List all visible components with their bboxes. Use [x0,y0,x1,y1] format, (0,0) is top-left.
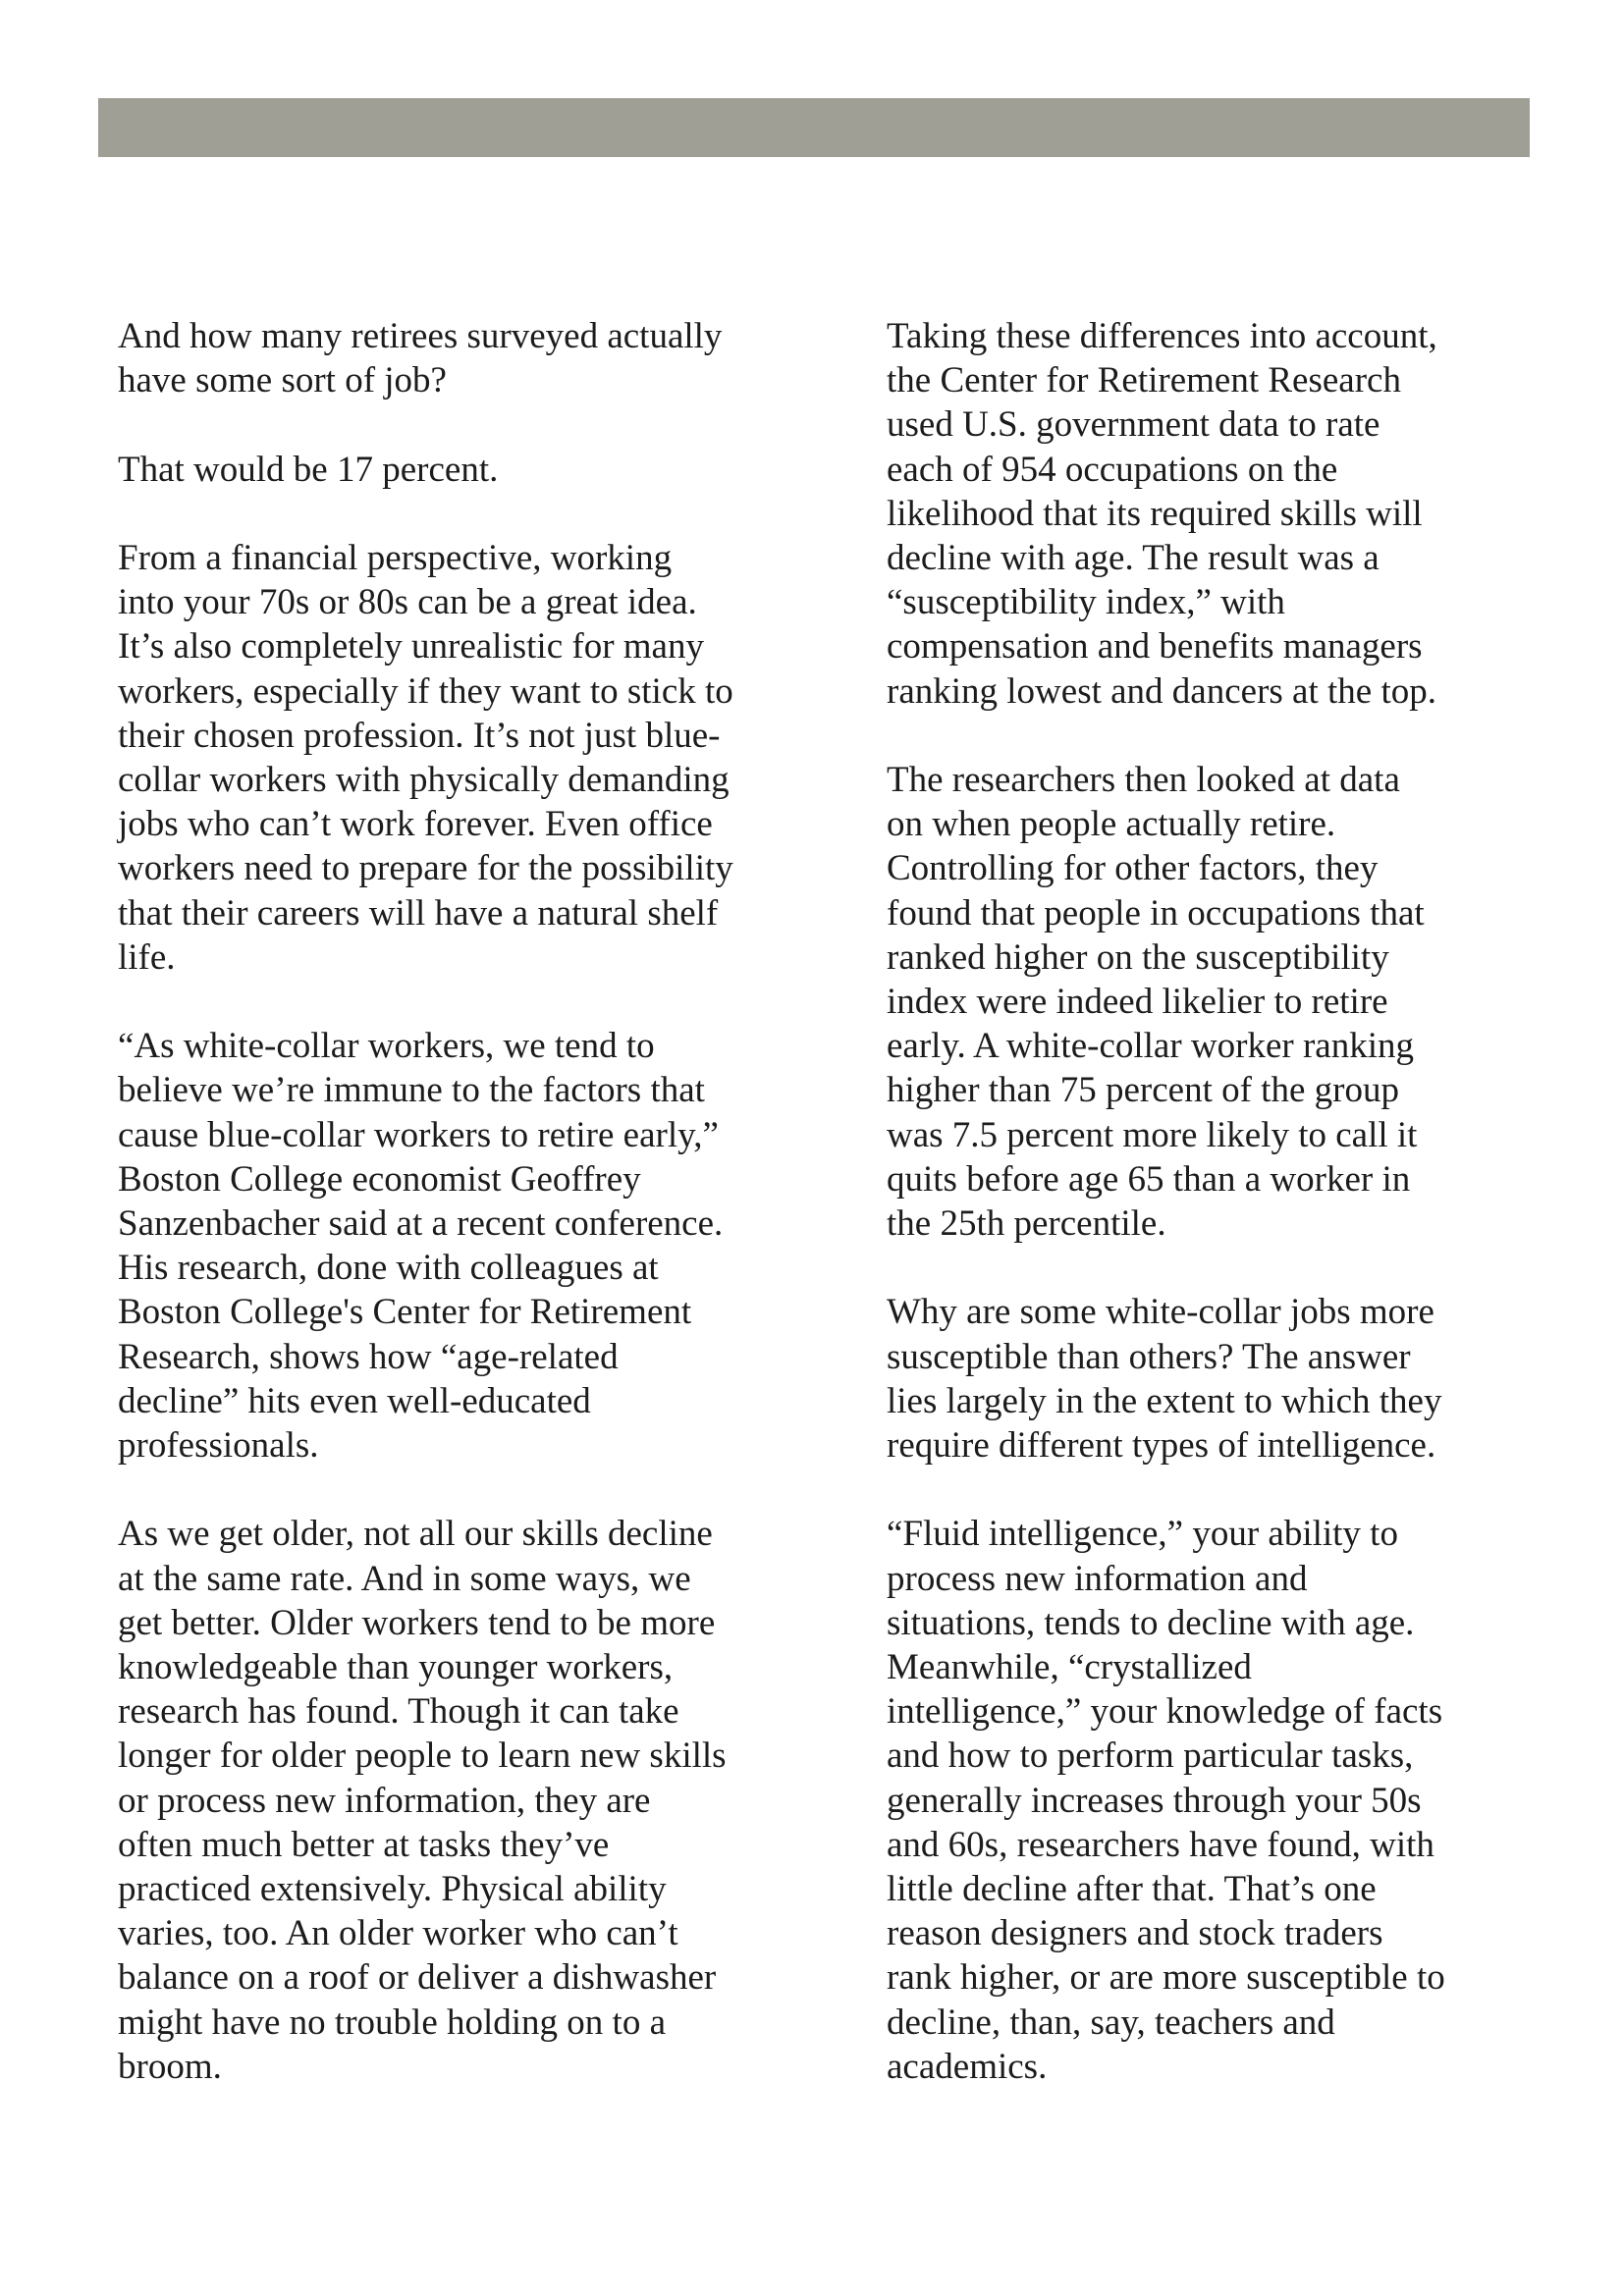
paragraph: The researchers then looked at data on when people actually retire. Controlling for other factors, they found that people in occupations that ranked higher on the susceptibility index were indeed likelier to retire early. A white-collar worker ranking higher than 75 percent of the group was 7.5 percent more likely to call it quits before age 65 than a worker in the 25th percentile. [887,760,1425,1245]
paragraph: From a financial perspective, working into your 70s or 80s can be a great idea. It’s also completely unrealistic for many workers, especially if they want to stick to their chosen profession. It’s not just blue- collar workers with physically demanding jobs who can’t work forever. Even office workers need to prepare for the possibility that their careers will have a natural shelf life. [118,537,733,978]
paragraph: Why are some white-collar jobs more susceptible than others? The answer lies largely in the extent to which they require different types of intelligence. [887,1292,1442,1467]
paragraph: “Fluid intelligence,” your ability to process new information and situations, tends to decline with age. Meanwhile, “crystallized intelligence,” your knowledge of facts and how to perform particular tasks, generally increases through your 50s and 60s, researchers have found, with little decline after that. That’s one reason designers and stock traders rank higher, or are more susceptible to decline, than, say, teachers and academics. [887,1514,1445,2087]
paragraph: As we get older, not all our skills decline at the same rate. And in some ways, we get better. Older workers tend to be more knowledgeable than younger workers, research has found. Though it can take longer for older people to learn new skills or process new information, they are often much better at tasks they’ve practiced extensively. Physical ability varies, too. An older worker who can’t balance on a roof or deliver a dishwasher might have no trouble holding on to a broom. [118,1514,727,2087]
paragraph: And how many retirees surveyed actually have some sort of job? [118,316,723,401]
right-text-column [887,314,1525,2089]
paragraph: Taking these differences into account, the Center for Retirement Research used U.S. government data to rate each of 954 occupations on the likelihood that its required skills will decline with age. The result was a “susceptibility index,” with compensation and benefits managers ranking lowest and dancers at the top. [887,316,1437,712]
paragraph: That would be 17 percent. [118,449,499,490]
left-text-column [118,314,815,2089]
header-bar [98,98,1530,157]
paragraph: “As white-collar workers, we tend to believe we’re immune to the factors that cause blue-collar workers to retire early,” Boston College economist Geoffrey Sanzenbacher said at a recent conference. His research, done with colleagues at Boston College's Center for Retirement Research, shows how “age-related decline” hits even well-educated professionals. [118,1026,724,1467]
